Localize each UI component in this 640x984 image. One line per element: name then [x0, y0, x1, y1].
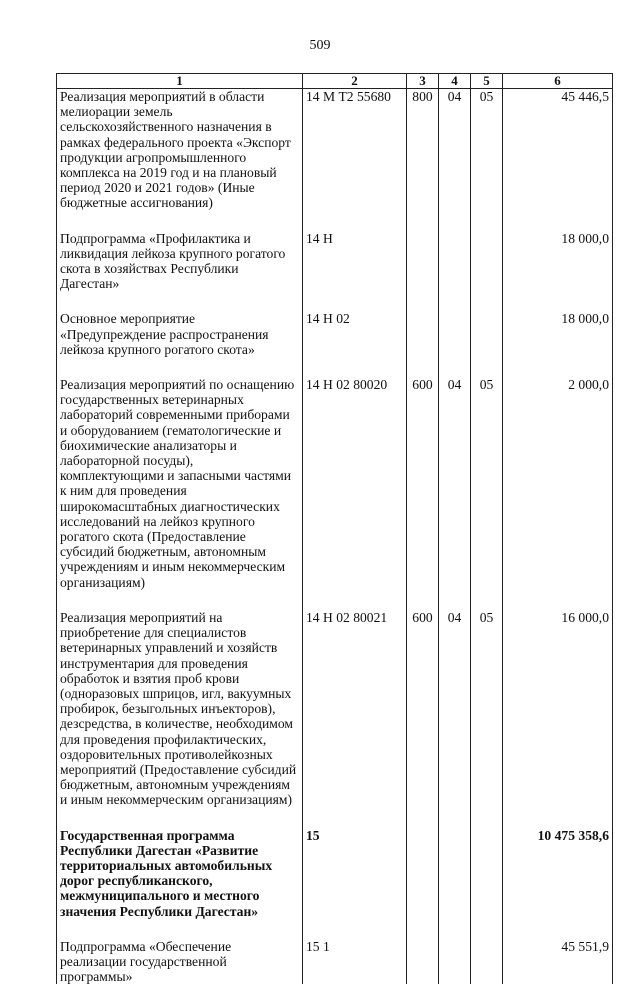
- column-header: 3: [407, 74, 439, 89]
- row-vr-cell: 800: [407, 89, 439, 211]
- column-header: 4: [439, 74, 471, 89]
- row-spacer: [57, 357, 613, 377]
- row-rz-cell: [439, 939, 471, 984]
- row-pr-cell: 05: [471, 377, 503, 590]
- spacer-cell: [439, 808, 471, 828]
- spacer-cell: [57, 808, 303, 828]
- spacer-cell: [439, 590, 471, 610]
- column-header: 2: [303, 74, 407, 89]
- row-name-cell: Реализация мероприятий в области мелиорации земель сельскохозяйственного назначения в рамках федерального проекта «Экспорт продукции агропромышленного комплекса на 2019 год и на плановый период 2020 и 2021 годов» (Иные бюджетные ассигнования): [57, 89, 303, 211]
- row-pr-cell: [471, 311, 503, 357]
- spacer-cell: [503, 590, 613, 610]
- table-header-row: [57, 74, 613, 89]
- row-vr-cell: [407, 231, 439, 292]
- spacer-cell: [503, 211, 613, 231]
- spacer-cell: [471, 357, 503, 377]
- table-row: [57, 939, 613, 984]
- spacer-cell: [57, 211, 303, 231]
- spacer-cell: [407, 590, 439, 610]
- row-vr-cell: [407, 939, 439, 984]
- spacer-cell: [407, 211, 439, 231]
- row-vr-cell: [407, 828, 439, 919]
- row-name-cell: Основное мероприятие «Предупреждение распространения лейкоза крупного рогатого скота»: [57, 311, 303, 357]
- table-row: [57, 89, 613, 211]
- row-code-cell: 14 Н 02: [303, 311, 407, 357]
- spacer-cell: [303, 919, 407, 939]
- spacer-cell: [439, 291, 471, 311]
- spacer-cell: [303, 590, 407, 610]
- row-amount-cell: 10 475 358,6: [503, 828, 613, 919]
- spacer-cell: [439, 211, 471, 231]
- row-amount-cell: 18 000,0: [503, 231, 613, 292]
- row-name-cell: Государственная программа Республики Дагестан «Развитие территориальных автомобильных дорог республиканского, межмуниципального и местного значения Республики Дагестан»: [57, 828, 303, 919]
- row-rz-cell: 04: [439, 377, 471, 590]
- spacer-cell: [407, 357, 439, 377]
- spacer-cell: [303, 291, 407, 311]
- row-pr-cell: [471, 231, 503, 292]
- spacer-cell: [303, 211, 407, 231]
- row-code-cell: 15: [303, 828, 407, 919]
- spacer-cell: [57, 919, 303, 939]
- row-name-cell: Подпрограмма «Профилактика и ликвидация лейкоза крупного рогатого скота в хозяйствах Республики Дагестан»: [57, 231, 303, 292]
- table-row: [57, 828, 613, 919]
- row-amount-cell: 2 000,0: [503, 377, 613, 590]
- row-code-cell: 15 1: [303, 939, 407, 984]
- spacer-cell: [503, 919, 613, 939]
- row-spacer: [57, 919, 613, 939]
- row-code-cell: 14 Н 02 80021: [303, 610, 407, 808]
- spacer-cell: [471, 808, 503, 828]
- row-pr-cell: [471, 828, 503, 919]
- row-rz-cell: [439, 311, 471, 357]
- row-rz-cell: [439, 828, 471, 919]
- row-vr-cell: 600: [407, 610, 439, 808]
- row-spacer: [57, 808, 613, 828]
- row-vr-cell: [407, 311, 439, 357]
- row-rz-cell: 04: [439, 89, 471, 211]
- spacer-cell: [503, 808, 613, 828]
- table-row: [57, 377, 613, 590]
- spacer-cell: [503, 291, 613, 311]
- spacer-cell: [407, 291, 439, 311]
- spacer-cell: [439, 919, 471, 939]
- spacer-cell: [57, 357, 303, 377]
- spacer-cell: [439, 357, 471, 377]
- spacer-cell: [471, 590, 503, 610]
- spacer-cell: [471, 291, 503, 311]
- spacer-cell: [471, 211, 503, 231]
- row-amount-cell: 45 446,5: [503, 89, 613, 211]
- row-amount-cell: 16 000,0: [503, 610, 613, 808]
- row-amount-cell: 45 551,9: [503, 939, 613, 984]
- row-pr-cell: 05: [471, 89, 503, 211]
- row-code-cell: 14 Н: [303, 231, 407, 292]
- page-number: 509: [0, 38, 640, 54]
- table-row: [57, 311, 613, 357]
- budget-table: [56, 73, 613, 984]
- spacer-cell: [407, 919, 439, 939]
- row-code-cell: 14 М Т2 55680: [303, 89, 407, 211]
- row-code-cell: 14 Н 02 80020: [303, 377, 407, 590]
- row-spacer: [57, 590, 613, 610]
- spacer-cell: [303, 357, 407, 377]
- spacer-cell: [303, 808, 407, 828]
- spacer-cell: [471, 919, 503, 939]
- row-spacer: [57, 211, 613, 231]
- row-spacer: [57, 291, 613, 311]
- row-rz-cell: [439, 231, 471, 292]
- row-name-cell: Подпрограмма «Обеспечение реализации государственной программы»: [57, 939, 303, 984]
- row-amount-cell: 18 000,0: [503, 311, 613, 357]
- row-pr-cell: [471, 939, 503, 984]
- table-body: [57, 89, 613, 984]
- spacer-cell: [57, 590, 303, 610]
- row-name-cell: Реализация мероприятий по оснащению государственных ветеринарных лабораторий современными приборами и оборудованием (гематологические и биохимические анализаторы и лабораторной посуды), комплектующими и запасными частями к ним для проведения широкомасштабных диагностических исследований на лейкоз крупного рогатого скота (Предоставление субсидий бюджетным, автономным учреждениям и иным некоммерческим организациям): [57, 377, 303, 590]
- spacer-cell: [407, 808, 439, 828]
- row-vr-cell: 600: [407, 377, 439, 590]
- row-name-cell: Реализация мероприятий на приобретение для специалистов ветеринарных управлений и хозяйств инструментария для проведения обработок и взятия проб крови (одноразовых шприцов, игл, вакуумных пробирок, безыгольных инъекторов), дезсредства, в количестве, необходимом для проведения профилактических, оздоровительных противолейкозных мероприятий (Предоставление субсидий бюджетным, автономным учреждениям и иным некоммерческим организациям): [57, 610, 303, 808]
- table-row: [57, 231, 613, 292]
- row-rz-cell: 04: [439, 610, 471, 808]
- column-header: 5: [471, 74, 503, 89]
- spacer-cell: [57, 291, 303, 311]
- row-pr-cell: 05: [471, 610, 503, 808]
- column-header: 6: [503, 74, 613, 89]
- spacer-cell: [503, 357, 613, 377]
- column-header: 1: [57, 74, 303, 89]
- table-row: [57, 610, 613, 808]
